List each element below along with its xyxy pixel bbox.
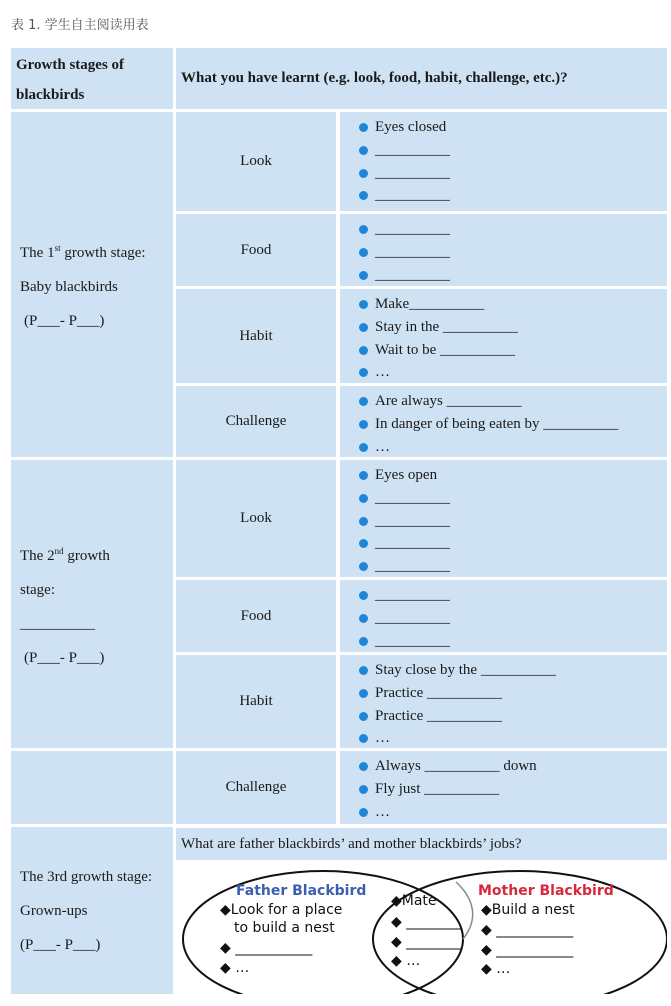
stage1-food-list [340,214,667,286]
stage2-blank: __________ [20,615,95,632]
header-growth-stages [11,48,173,109]
list-item: … [359,727,667,750]
list-item: __________ [359,184,667,207]
header-what-learnt [176,48,667,109]
list-item: … [359,801,667,824]
venn-left-item1a: ◆Look for a place [220,902,343,918]
list-item: __________ [359,607,667,630]
stage1-habit-label: Habit [176,289,336,383]
list-item: __________ [359,630,667,653]
stage2-pages: (P___- P___) [24,649,105,666]
list-item: Stay close by the __________ [359,659,667,682]
stage2-challenge-empty-cell [11,751,173,824]
stage1-pages: (P___- P___) [24,313,105,329]
venn-mid-item1: ◆Mate [391,893,437,909]
stage1-food-label: Food [176,214,336,286]
venn-left-title: Father Blackbird [236,883,367,899]
venn-left-item3: ◆ … [220,960,250,976]
venn-overlap-arc [456,882,473,939]
list-item: Stay in the __________ [359,316,667,339]
list-item: __________ [359,555,667,578]
stage2-food-list [340,580,667,652]
stage2-challenge-label: Challenge [176,751,336,824]
stage1-habit-list [340,289,667,383]
list-item: __________ [359,584,667,607]
list-item: Fly just __________ [359,778,667,801]
list-item: Eyes open [359,464,667,487]
header-col1-line1: Growth stages of [16,57,125,73]
stage2-look-list [340,460,667,577]
stage1-challenge-label: Challenge [176,386,336,457]
list-item: In danger of being eaten by __________ [359,413,667,436]
list-item: Are always __________ [359,390,667,413]
list-item: __________ [359,532,667,555]
list-item: … [359,436,667,459]
list-item: __________ [359,487,667,510]
stage2-habit-list [340,655,667,748]
list-item: __________ [359,241,667,264]
venn-left-item1b: to build a nest [234,920,335,936]
list-item: Practice __________ [359,682,667,705]
stage3-title: The 3rd growth stage: [20,868,153,885]
stage1-look-label: Look [176,112,336,211]
list-item: __________ [359,264,667,287]
list-item: Always __________ down [359,755,667,778]
stage2-label-cell [11,460,173,748]
list-item: __________ [359,218,667,241]
stage3-label-cell [11,827,173,994]
stage2-food-label: Food [176,580,336,652]
list-item: Eyes closed [359,116,667,139]
stage1-challenge-list [340,386,667,457]
venn-right-item4: ◆ … [481,961,511,977]
stage3-question: What are father blackbirds’ and mother blackbirds’ jobs? [176,828,667,860]
stage3-name: Grown-ups [20,902,88,919]
venn-svg [176,862,667,994]
stage2-look-label: Look [176,460,336,577]
list-item: __________ [359,162,667,185]
list-item: … [359,361,667,384]
venn-right-title: Mother Blackbird [478,883,614,899]
table-caption: 表 1. 学生自主阅读用表 [11,18,149,33]
list-item: Wait to be __________ [359,339,667,362]
stage2-habit-label: Habit [176,655,336,748]
venn-right-item1: ◆Build a nest [481,902,575,918]
stage3-pages: (P___- P___) [20,936,101,953]
venn-left-item2: ◆ ___________ [220,940,313,956]
stage1-name: Baby blackbirds [20,279,118,295]
stage1-look-list [340,112,667,211]
stage1-title: The 1st growth stage: [20,243,146,261]
venn-mid-item3: ◆ ________ [391,934,463,950]
header-col1-line2: blackbirds [16,87,85,103]
venn-right-item2: ◆ ___________ [481,922,574,938]
venn-diagram [176,862,667,994]
venn-mid-item4: ◆ … [391,953,421,969]
header-col2-text: What you have learnt (e.g. look, food, habit, challenge, etc.)? [181,70,568,86]
list-item: __________ [359,139,667,162]
stage2-challenge-list [340,751,667,824]
stage2-line2: stage: [20,581,55,598]
list-item: __________ [359,510,667,533]
venn-right-item3: ◆ ___________ [481,942,574,958]
list-item: Practice __________ [359,705,667,728]
stage2-title: The 2nd growth [20,545,110,564]
list-item: Make__________ [359,293,667,316]
venn-mid-item2: ◆ ________ [391,914,463,930]
stage1-label-cell [11,112,173,457]
